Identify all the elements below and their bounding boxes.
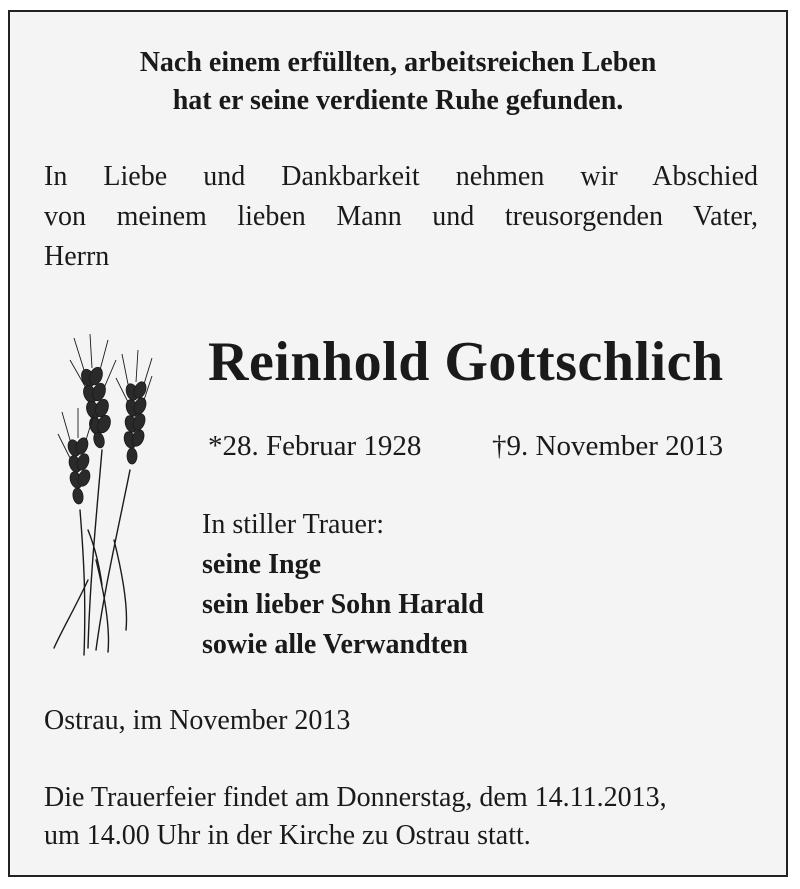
motto-line-1: Nach einem erfüllten, arbeitsreichen Leben bbox=[139, 47, 657, 78]
motto-line-2: hat er seine verdiente Ruhe gefunden. bbox=[172, 85, 624, 116]
mourner-name: seine Inge bbox=[202, 549, 321, 580]
place-date: Ostrau, im November 2013 bbox=[44, 705, 351, 736]
intro-paragraph bbox=[44, 157, 758, 277]
mourners-heading: In stiller Trauer: bbox=[202, 509, 384, 540]
deceased-name: Reinhold Gottschlich bbox=[208, 331, 724, 393]
intro-line-2: von meinem lieben Mann und treusorgenden Vater, bbox=[44, 201, 758, 232]
birth-star-icon: * bbox=[208, 430, 223, 462]
death-date-value: 9. November 2013 bbox=[506, 430, 724, 462]
birth-date-value: 28. Februar 1928 bbox=[222, 430, 422, 462]
birth-date bbox=[208, 430, 421, 463]
mourner-name: sowie alle Verwandten bbox=[202, 629, 468, 660]
funeral-notice bbox=[44, 779, 667, 855]
intro-line-1: In Liebe und Dankbarkeit nehmen wir Abschied bbox=[44, 161, 758, 192]
cross-icon: † bbox=[492, 430, 507, 462]
death-date bbox=[492, 430, 723, 463]
wheat-ears-icon bbox=[44, 330, 154, 660]
mourners-block bbox=[202, 505, 484, 665]
mourner-name: sein lieber Sohn Harald bbox=[202, 589, 484, 620]
funeral-line-1: Die Trauerfeier findet am Donnerstag, dem 14.11.2013, bbox=[44, 782, 667, 813]
funeral-line-2: um 14.00 Uhr in der Kirche zu Ostrau statt. bbox=[44, 820, 531, 851]
obituary-card bbox=[8, 10, 788, 877]
intro-line-3: Herrn bbox=[44, 241, 110, 272]
